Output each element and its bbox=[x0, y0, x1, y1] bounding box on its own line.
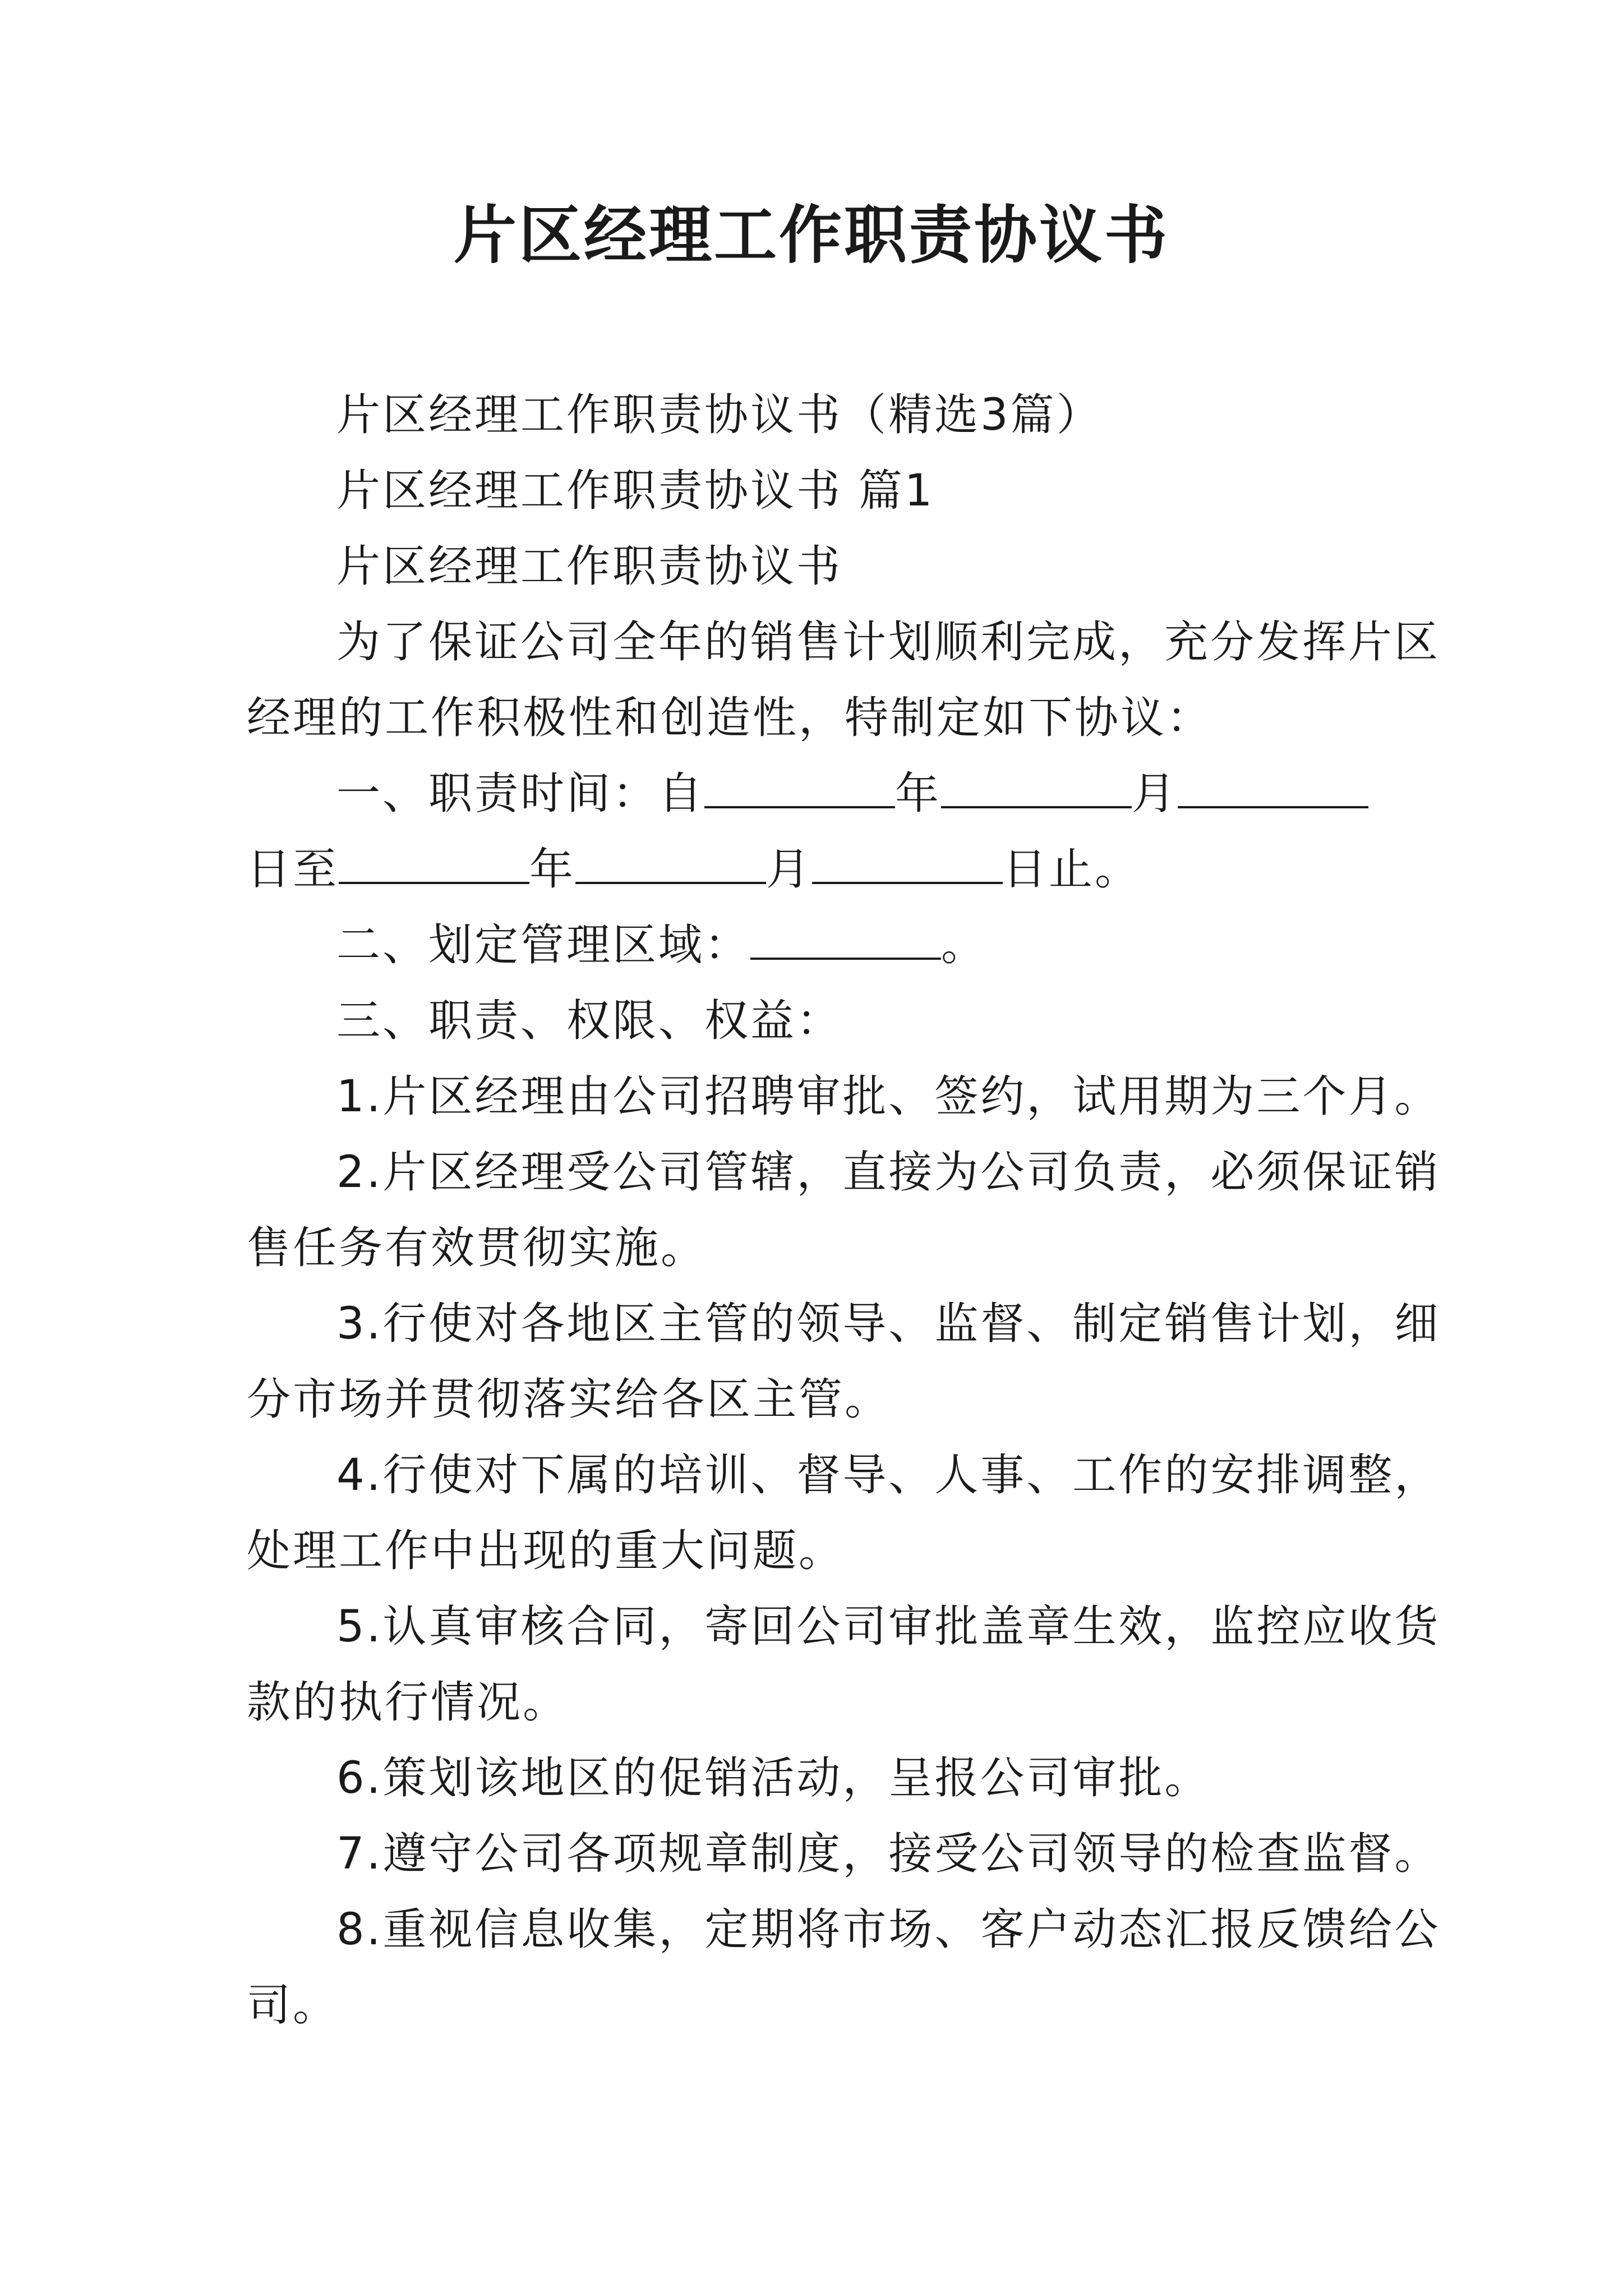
start-month-blank bbox=[941, 766, 1132, 808]
area-blank bbox=[750, 917, 941, 960]
doc-heading: 片区经理工作职责协议书 bbox=[336, 541, 843, 592]
intro-line-2: 经理的工作积极性和创造性，特制定如下协议： bbox=[247, 693, 1213, 743]
start-day-blank bbox=[1178, 766, 1368, 808]
end-month-blank bbox=[575, 841, 766, 884]
term-end-label: 日止。 bbox=[1003, 844, 1141, 895]
list-item: 5.认真审核合同，寄回公司审批盖章生效，监控应收货 bbox=[336, 1602, 1441, 1652]
list-item: 3.行使对各地区主管的领导、监督、制定销售计划，细 bbox=[336, 1299, 1441, 1349]
list-item: 处理工作中出现的重大问题。 bbox=[247, 1526, 845, 1576]
list-item: 分市场并贯彻落实给各区主管。 bbox=[247, 1374, 891, 1425]
end-day-blank bbox=[812, 841, 1003, 884]
month-label: 月 bbox=[1132, 769, 1178, 819]
month-label: 月 bbox=[766, 844, 813, 895]
area-end: 。 bbox=[941, 920, 988, 970]
term-line-1 bbox=[336, 766, 1368, 822]
list-item: 1.片区经理由公司招聘审批、签约，试用期为三个月。 bbox=[336, 1071, 1441, 1122]
list-item: 款的执行情况。 bbox=[247, 1677, 569, 1728]
area-line bbox=[336, 917, 987, 973]
term-label: 一、职责时间：自 bbox=[336, 769, 705, 819]
subtitle: 片区经理工作职责协议书（精选3篇） bbox=[336, 390, 1103, 440]
document-title: 片区经理工作职责协议书 bbox=[454, 199, 1169, 272]
day-to-label: 日至 bbox=[247, 844, 339, 895]
list-item: 2.片区经理受公司管辖，直接为公司负责，必须保证销 bbox=[336, 1147, 1441, 1198]
start-year-blank bbox=[704, 766, 895, 808]
area-label: 二、划定管理区域： bbox=[336, 920, 751, 970]
list-item: 售任务有效贯彻实施。 bbox=[247, 1223, 707, 1273]
intro-line-1: 为了保证公司全年的销售计划顺利完成，充分发挥片区 bbox=[336, 617, 1441, 668]
section-heading: 片区经理工作职责协议书 篇1 bbox=[336, 466, 935, 516]
list-item: 8.重视信息收集，定期将市场、客户动态汇报反馈给公 bbox=[336, 1904, 1441, 1955]
list-item: 司。 bbox=[247, 1980, 339, 2031]
year-label: 年 bbox=[529, 844, 576, 895]
term-line-2 bbox=[247, 841, 1141, 898]
list-item: 7.遵守公司各项规章制度，接受公司领导的检查监督。 bbox=[336, 1829, 1441, 1879]
list-item: 4.行使对下属的培训、督导、人事、工作的安排调整， bbox=[336, 1450, 1441, 1501]
end-year-blank bbox=[339, 841, 529, 884]
list-item: 6.策划该地区的促销活动，呈报公司审批。 bbox=[336, 1753, 1211, 1803]
rights-heading: 三、职责、权限、权益： bbox=[336, 996, 843, 1046]
year-label: 年 bbox=[895, 769, 942, 819]
